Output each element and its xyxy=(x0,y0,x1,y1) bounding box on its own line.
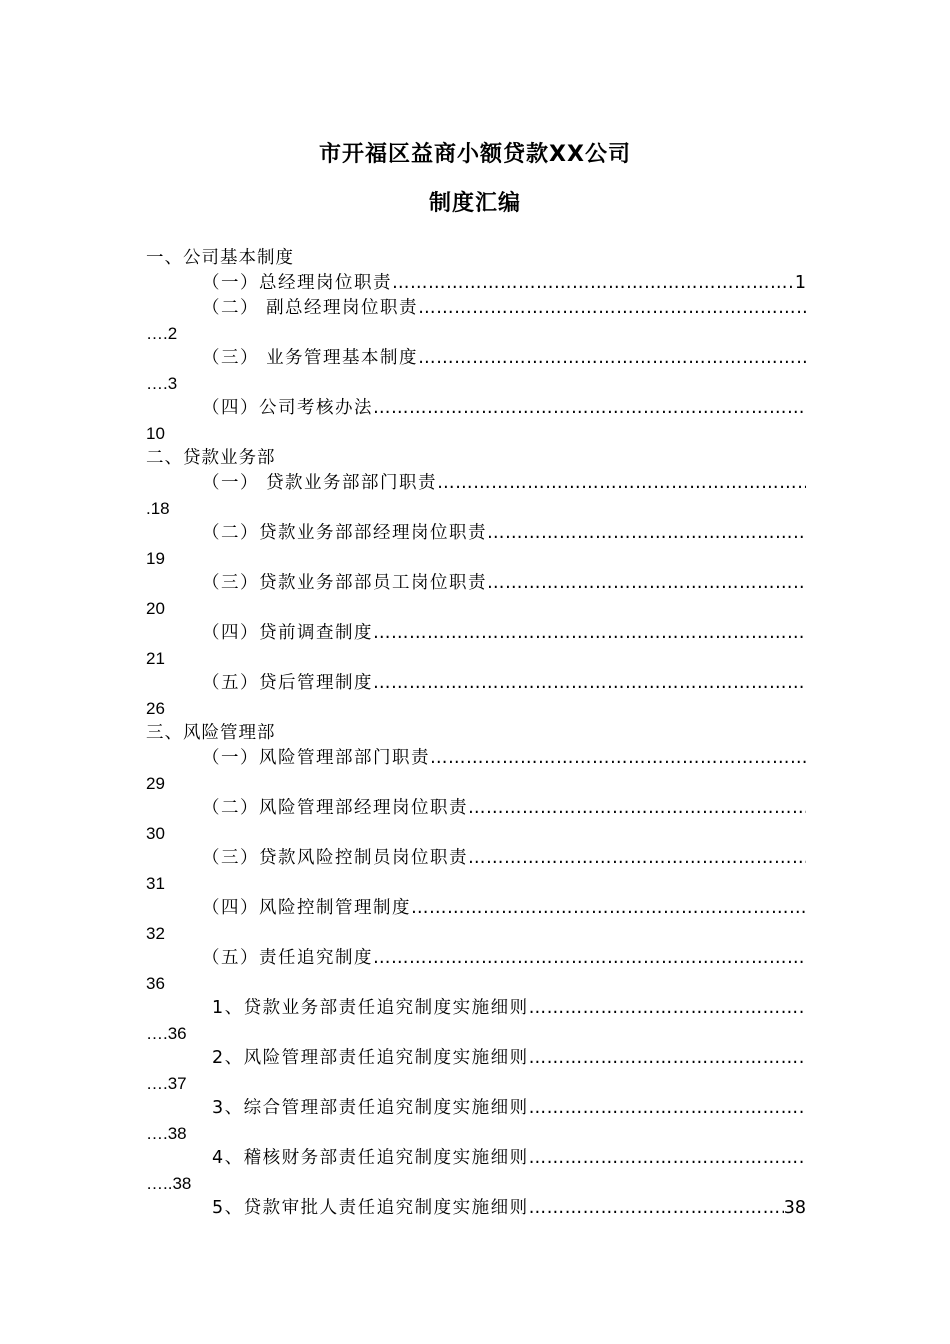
toc-page-number: 31 xyxy=(146,874,165,893)
toc-entry-label: （四）公司考核办法 xyxy=(202,398,373,418)
toc-dot-leader xyxy=(487,521,806,546)
toc-entry-label: （二）贷款业务部部经理岗位职责 xyxy=(202,523,487,543)
toc-entry[interactable] xyxy=(146,1196,806,1221)
toc-page-number: 19 xyxy=(146,549,165,568)
toc-entry-label: （一）风险管理部部门职责 xyxy=(202,748,430,768)
toc-entry-label: （三）贷款业务部部员工岗位职责 xyxy=(202,573,487,593)
toc-entry-label: 5、贷款审批人责任追究制度实施细则 xyxy=(212,1198,529,1218)
toc-section-heading: 一、公司基本制度 xyxy=(146,248,294,268)
toc-page-number: 32 xyxy=(146,924,165,943)
toc-entry-label: （五）责任追究制度 xyxy=(202,948,373,968)
toc-entry-label: （四）贷前调查制度 xyxy=(202,623,373,643)
toc-entry-label: （二） 副总经理岗位职责 xyxy=(202,298,419,318)
toc-entry-label: （一） 贷款业务部部门职责 xyxy=(202,473,438,493)
toc-dot-leader xyxy=(468,796,806,821)
toc-entry[interactable] xyxy=(146,996,806,1021)
toc-page-number: ….2 xyxy=(146,324,178,343)
toc-entry[interactable] xyxy=(146,571,806,596)
toc-page-number: 38 xyxy=(783,1198,806,1218)
toc-entry[interactable] xyxy=(146,896,806,921)
toc-dot-leader xyxy=(487,571,806,596)
toc-dot-leader xyxy=(529,996,806,1021)
toc-dot-leader xyxy=(418,296,806,321)
toc-dot-leader xyxy=(373,621,806,646)
toc-dot-leader xyxy=(529,1046,806,1071)
toc-dot-leader xyxy=(437,471,806,496)
toc-entry-label: （三） 业务管理基本制度 xyxy=(202,348,419,368)
toc-entry-label: （三）贷款风险控制员岗位职责 xyxy=(202,848,468,868)
toc-page-number: 29 xyxy=(146,774,165,793)
toc-page-number: …..38 xyxy=(146,1174,192,1193)
toc-entry-label: 4、稽核财务部责任追究制度实施细则 xyxy=(212,1148,529,1168)
toc-dot-leader xyxy=(529,1196,784,1221)
toc-entry-label: 2、风险管理部责任追究制度实施细则 xyxy=(212,1048,529,1068)
toc-page-number: 10 xyxy=(146,424,165,443)
toc-entry[interactable] xyxy=(146,1096,806,1121)
toc-entry[interactable] xyxy=(146,621,806,646)
toc-entry[interactable] xyxy=(146,671,806,696)
toc-entry[interactable] xyxy=(146,346,806,371)
toc-dot-leader xyxy=(373,671,806,696)
toc-dot-leader xyxy=(529,1146,806,1171)
toc-dot-leader xyxy=(411,896,806,921)
toc-entry-label: （二）风险管理部经理岗位职责 xyxy=(202,798,468,818)
document-subtitle: 制度汇编 xyxy=(428,191,521,216)
toc-entry[interactable] xyxy=(146,296,806,321)
toc-entry[interactable] xyxy=(146,471,806,496)
toc-entry[interactable] xyxy=(146,396,806,421)
toc-entry-label: （一）总经理岗位职责 xyxy=(202,273,392,293)
toc-page-number: 21 xyxy=(146,649,165,668)
toc-entry[interactable] xyxy=(146,271,806,296)
toc-entry[interactable] xyxy=(146,521,806,546)
table-of-contents xyxy=(146,246,806,1221)
toc-page-number: 1 xyxy=(794,273,806,293)
toc-page-number: .18 xyxy=(146,499,170,518)
toc-entry[interactable] xyxy=(146,796,806,821)
toc-page-number: 26 xyxy=(146,699,165,718)
toc-entry[interactable] xyxy=(146,946,806,971)
toc-entry-label: （四）风险控制管理制度 xyxy=(202,898,411,918)
toc-dot-leader xyxy=(529,1096,806,1121)
toc-page-number: ….37 xyxy=(146,1074,187,1093)
toc-entry[interactable] xyxy=(146,1046,806,1071)
toc-page-number: 20 xyxy=(146,599,165,618)
toc-entry-label: 3、综合管理部责任追究制度实施细则 xyxy=(212,1098,529,1118)
toc-entry[interactable] xyxy=(146,1146,806,1171)
toc-page-number: 36 xyxy=(146,974,165,993)
toc-section-heading: 三、风险管理部 xyxy=(146,723,276,743)
toc-page-number: ….36 xyxy=(146,1024,187,1043)
document-title: 市开福区益商小额贷款XX公司 xyxy=(319,142,631,167)
toc-dot-leader xyxy=(468,846,806,871)
toc-section-heading: 二、贷款业务部 xyxy=(146,448,276,468)
toc-entry[interactable] xyxy=(146,746,806,771)
toc-page-number: ….38 xyxy=(146,1124,187,1143)
toc-dot-leader xyxy=(392,271,795,296)
toc-entry[interactable] xyxy=(146,846,806,871)
toc-page-number: 30 xyxy=(146,824,165,843)
toc-entry-label: （五）贷后管理制度 xyxy=(202,673,373,693)
toc-entry-label: 1、贷款业务部责任追究制度实施细则 xyxy=(212,998,529,1018)
toc-dot-leader xyxy=(430,746,806,771)
toc-dot-leader xyxy=(373,396,806,421)
toc-dot-leader xyxy=(418,346,806,371)
toc-page-number: ….3 xyxy=(146,374,178,393)
toc-dot-leader xyxy=(373,946,806,971)
